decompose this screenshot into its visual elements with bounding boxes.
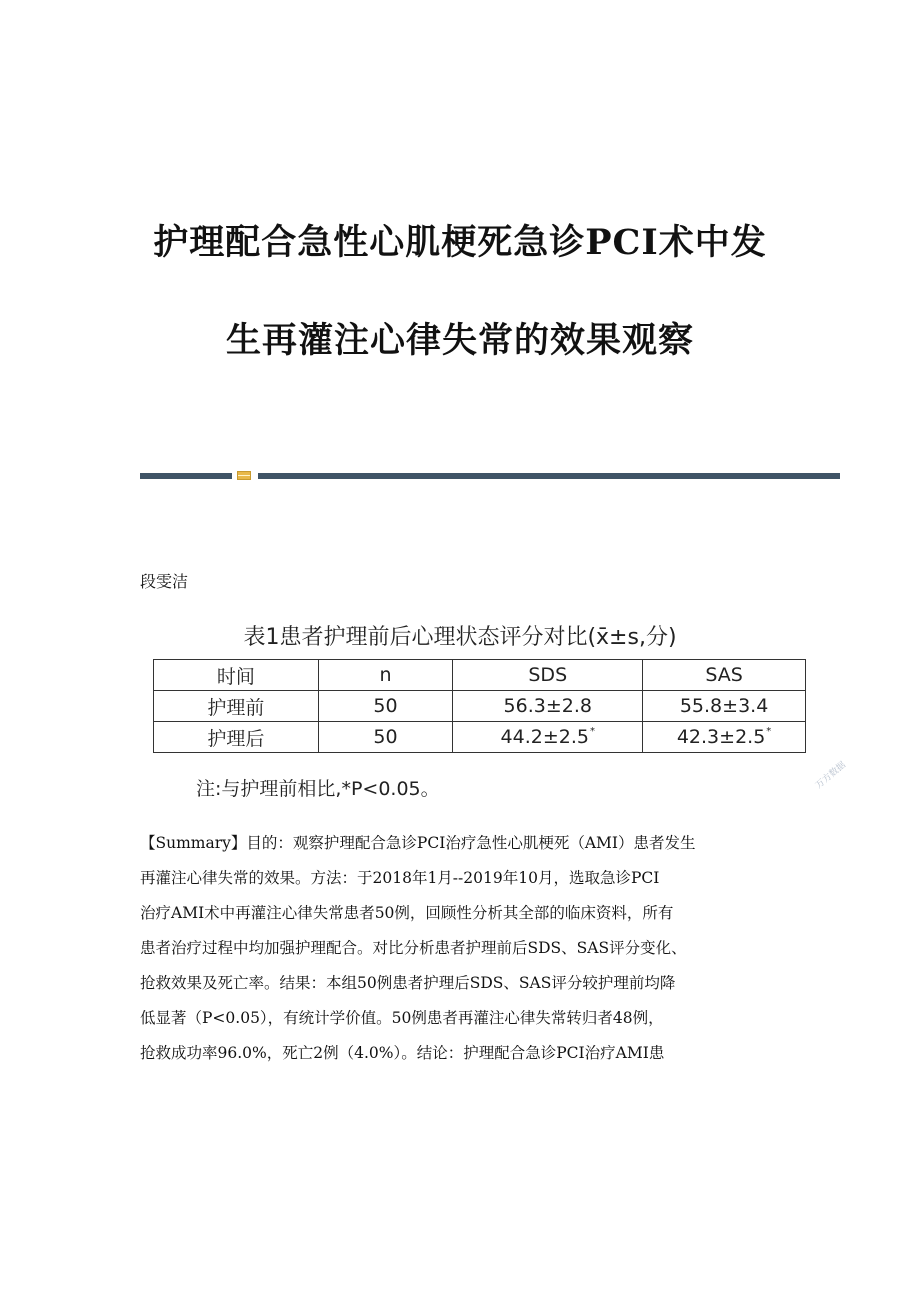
divider-bar-left <box>140 473 232 479</box>
summary-line: 【Summary】目的：观察护理配合急诊PCI治疗急性心肌梗死（AMI）患者发生 <box>140 834 696 852</box>
cell-sds: 44.2±2.5* <box>453 722 643 753</box>
watermark: 万方数据 <box>813 760 848 792</box>
table-header-row <box>154 660 806 691</box>
summary-line: 患者治疗过程中均加强护理配合。对比分析患者护理前后SDS、SAS评分变化、 <box>140 939 687 957</box>
document-title-line-1: 护理配合急性心肌梗死急诊PCI术中发 <box>153 222 767 263</box>
header-sas: SAS <box>643 660 806 691</box>
summary-paragraph <box>140 826 780 1071</box>
cell-n: 50 <box>318 691 453 722</box>
table-row <box>154 691 806 722</box>
cell-sas: 42.3±2.5* <box>643 722 806 753</box>
cell-n: 50 <box>318 722 453 753</box>
author-name: 段雯洁 <box>140 572 189 591</box>
title-divider <box>140 471 840 480</box>
cell-time: 护理前 <box>154 691 319 722</box>
cell-time: 护理后 <box>154 722 319 753</box>
summary-line: 低显著（P<0.05），有统计学价值。50例患者再灌注心律失常转归者48例， <box>140 1009 664 1027</box>
header-n: n <box>318 660 453 691</box>
summary-line: 再灌注心律失常的效果。方法：于2018年1月--2019年10月，选取急诊PCI <box>140 869 660 887</box>
psychology-score-table <box>153 659 806 753</box>
divider-ornament-icon <box>237 471 251 480</box>
header-sds: SDS <box>453 660 643 691</box>
header-time: 时间 <box>154 660 319 691</box>
cell-sas: 55.8±3.4 <box>643 691 806 722</box>
table-row <box>154 722 806 753</box>
summary-line: 抢救成功率96.0%，死亡2例（4.0%）。结论：护理配合急诊PCI治疗AMI患 <box>140 1044 665 1062</box>
significance-mark: * <box>766 726 772 737</box>
divider-bar-right <box>258 473 840 479</box>
significance-mark: * <box>589 726 595 737</box>
table-note: 注:与护理前相比,*P<0.05。 <box>196 778 440 800</box>
table-caption: 表1患者护理前后心理状态评分对比(x̄±s,分) <box>243 625 677 650</box>
summary-line: 治疗AMI术中再灌注心律失常患者50例，回顾性分析其全部的临床资料，所有 <box>140 904 674 922</box>
cell-sds: 56.3±2.8 <box>453 691 643 722</box>
document-title-line-2: 生再灌注心律失常的效果观察 <box>225 320 694 361</box>
summary-line: 抢救效果及死亡率。结果：本组50例患者护理后SDS、SAS评分较护理前均降 <box>140 974 676 992</box>
